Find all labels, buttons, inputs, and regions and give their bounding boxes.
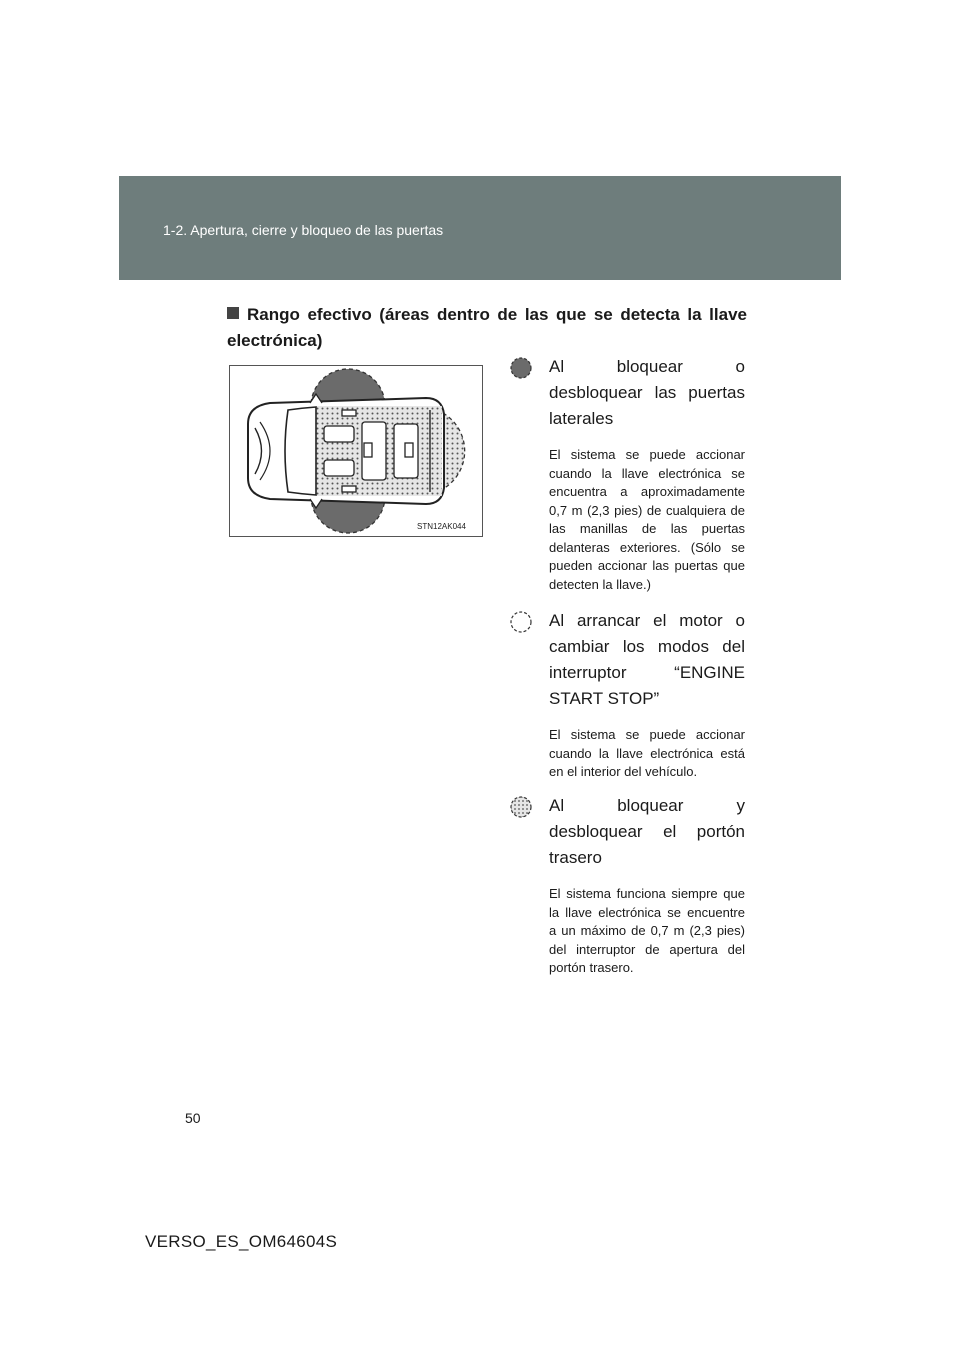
page-number: 50 xyxy=(185,1110,201,1126)
figure-code: STN12AK044 xyxy=(417,522,466,531)
entry-heading: Al bloquear y desbloquear el portón trasero xyxy=(549,796,745,867)
chapter-header xyxy=(119,176,841,280)
section-title xyxy=(227,302,747,354)
entry-heading: Al bloquear o desbloquear las puertas laterales xyxy=(549,357,745,428)
vehicle-range-figure xyxy=(229,365,483,537)
dotted-circle-icon xyxy=(509,795,533,819)
chapter-breadcrumb: 1-2. Apertura, cierre y bloqueo de las puertas xyxy=(163,222,444,238)
dashed-white-circle-icon xyxy=(509,610,533,634)
document-code: VERSO_ES_OM64604S xyxy=(145,1232,338,1251)
dashed-gray-circle-icon xyxy=(509,356,533,380)
entry-side-doors xyxy=(509,354,745,594)
square-bullet-icon xyxy=(227,307,239,319)
entry-back-door xyxy=(509,793,745,978)
entry-engine-start xyxy=(509,608,745,782)
entry-body: El sistema funciona siempre que la llave electrónica se encuentre a un máximo de 0,7 m (2,3 pies) del interruptor de apertura del portón trasero. xyxy=(549,886,745,975)
entry-body: El sistema se puede accionar cuando la llave electrónica está en el interior del vehículo. xyxy=(549,727,745,779)
entry-heading: Al arrancar el motor o cambiar los modos del interruptor “ENGINE START STOP” xyxy=(549,611,745,708)
section-title-text: Rango efectivo (áreas dentro de las que se detecta la llave electrónica) xyxy=(227,305,747,350)
entry-body: El sistema se puede accionar cuando la llave electrónica se encuentra a aproximadamente 0,7 m (2,3 pies) de cualquiera de las manillas de las puertas delanteras exteriores. (Sólo se pueden accionar las puertas que detecten la llave.) xyxy=(549,447,745,592)
